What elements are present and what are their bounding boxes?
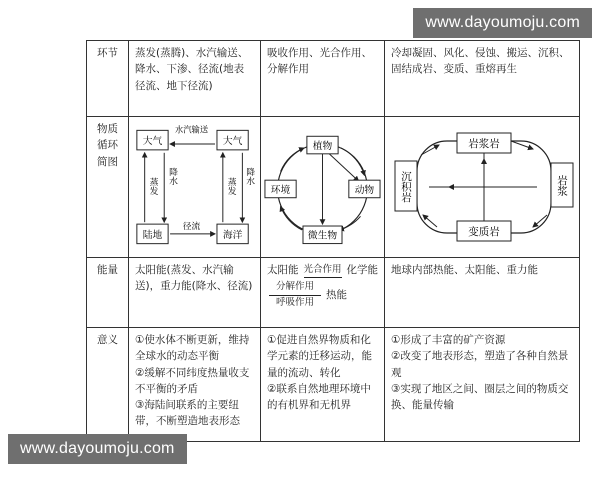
meaning-label: 意义 bbox=[87, 328, 129, 442]
runoff-text: 径流 bbox=[182, 222, 201, 233]
stage-rock-cell: 冷却凝固、风化、侵蚀、搬运、沉积、固结成岩、变质、重熔再生 bbox=[385, 41, 580, 117]
energy-row bbox=[87, 258, 580, 328]
meaning-row bbox=[87, 328, 580, 442]
rock-cycle-diagram-cell bbox=[385, 117, 580, 258]
magma-text: 岩浆 bbox=[556, 175, 568, 196]
energy-bio-cell bbox=[261, 258, 385, 328]
atmos2-text: 大气 bbox=[222, 136, 243, 148]
meaning-water-2: ②缓解不同纬度热量收支不平衡的矛盾 bbox=[135, 366, 250, 395]
energy-photo-line bbox=[267, 262, 378, 278]
stage-water-cell: 蒸发(蒸腾)、水汽输送、降水、下渗、径流(地表径流、地下径流) bbox=[129, 41, 261, 117]
watermark-top: www.dayoumoju.com bbox=[413, 8, 592, 38]
transport-text-span: 水汽输送 bbox=[174, 124, 209, 135]
resp-label: 呼吸作用 bbox=[275, 296, 314, 308]
sedimentary-text: 沉积岩 bbox=[400, 171, 412, 203]
meaning-rock-1: ①形成了丰富的矿产资源 bbox=[391, 334, 506, 346]
land-text: 陆地 bbox=[142, 229, 163, 241]
bio-arc-4 bbox=[281, 148, 304, 171]
meaning-water-3: ③海陆间联系的主要纽带，不断塑造地表形态 bbox=[135, 399, 240, 428]
microbes-text: 微生物 bbox=[307, 230, 338, 242]
plants-text: 植物 bbox=[312, 140, 333, 152]
stage-label: 环节 bbox=[87, 41, 129, 117]
transport-text bbox=[175, 124, 208, 134]
energy-label: 能量 bbox=[87, 258, 129, 328]
magmatic-text: 岩浆岩 bbox=[468, 138, 500, 150]
photo-label: 光合作用 bbox=[303, 263, 342, 275]
meaning-water-1: ①使水体不断更新，维持全球水的动态平衡 bbox=[135, 334, 250, 363]
energy-heat: 热能 bbox=[326, 289, 347, 302]
watermark-bottom: www.dayoumoju.com bbox=[8, 434, 187, 464]
water-cycle-diagram-cell bbox=[129, 117, 261, 258]
bio-cycle-diagram-cell bbox=[261, 117, 385, 258]
evap1-text: 蒸发 bbox=[147, 177, 158, 195]
diagram-label-text: 物质循环简图 bbox=[97, 123, 118, 168]
decomp-label: 分解作用 bbox=[275, 281, 314, 293]
env-text: 环境 bbox=[270, 184, 291, 196]
meaning-bio-1: ①促进自然界物质和化学元素的迁移运动，能量的流动、转化 bbox=[267, 334, 372, 379]
water-cycle-diagram bbox=[131, 119, 258, 255]
animals-text: 动物 bbox=[354, 184, 375, 196]
energy-water-cell: 太阳能(蒸发、水汽输送)，重力能(降水、径流) bbox=[129, 258, 261, 328]
geography-cycle-table bbox=[86, 40, 580, 442]
meaning-bio-cell bbox=[261, 328, 385, 442]
energy-decomp-line bbox=[267, 280, 378, 310]
stage-row bbox=[87, 41, 580, 117]
precip2-text: 降水 bbox=[244, 167, 255, 186]
energy-rock-cell: 地球内部热能、太阳能、重力能 bbox=[385, 258, 580, 328]
rock-cycle-diagram bbox=[387, 119, 577, 255]
photo-arrow bbox=[302, 263, 344, 279]
decomp-arrow bbox=[267, 280, 323, 310]
stage-bio-cell: 吸收作用、光合作用、分解作用 bbox=[261, 41, 385, 117]
metamorphic-text: 变质岩 bbox=[468, 226, 500, 238]
energy-chem: 化学能 bbox=[346, 264, 378, 276]
diagram-label bbox=[87, 117, 129, 258]
ocean-text: 海洋 bbox=[222, 229, 243, 241]
photo-bar bbox=[304, 277, 342, 278]
bio-arc-1 bbox=[341, 148, 364, 175]
bio-cycle-diagram bbox=[263, 119, 382, 255]
meaning-rock-3: ③实现了地区之间、圈层之间的物质交换、能量传输 bbox=[391, 382, 569, 412]
meaning-water-cell bbox=[129, 328, 261, 442]
atmos1-text: 大气 bbox=[142, 136, 163, 148]
rock-bl-arrow bbox=[423, 215, 437, 227]
energy-sun: 太阳能 bbox=[267, 264, 299, 276]
diagram-row bbox=[87, 117, 580, 258]
meaning-rock-cell bbox=[385, 328, 580, 442]
precip1-text: 降水 bbox=[167, 167, 178, 186]
evap2-text: 蒸发 bbox=[225, 177, 236, 195]
meaning-bio-2: ②联系自然地理环境中的有机界和无机界 bbox=[267, 382, 371, 412]
meaning-rock-2: ②改变了地表形态，塑造了各种自然景观 bbox=[391, 350, 569, 379]
